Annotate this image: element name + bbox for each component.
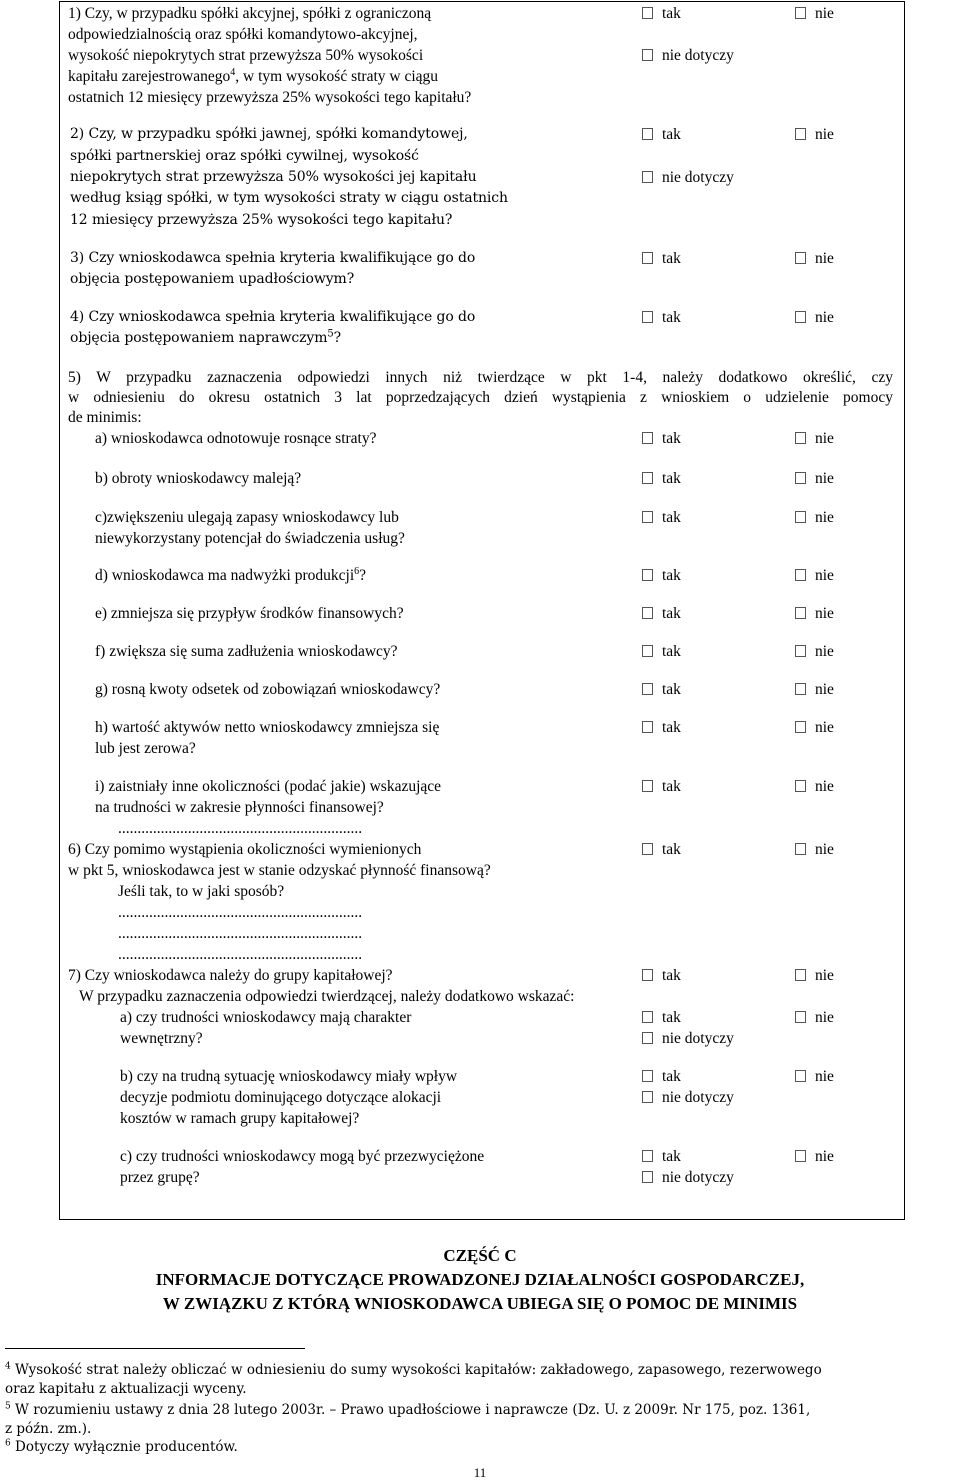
q2-line4: według ksiąg spółki, w tym wysokości straty w ciągu ostatnich bbox=[70, 190, 508, 206]
q5a-tak-checkbox[interactable]: tak bbox=[642, 428, 681, 449]
checkbox-icon bbox=[642, 472, 653, 484]
footnote-ref-4: 4 bbox=[230, 66, 236, 78]
q1-nie-dotyczy-checkbox[interactable]: nie dotyczy bbox=[642, 45, 734, 66]
q6-answer-dots-2[interactable]: ............................................................... bbox=[118, 925, 363, 942]
q2-nie-dotyczy-checkbox[interactable]: nie dotyczy bbox=[642, 167, 734, 188]
checkbox-icon bbox=[795, 969, 806, 981]
part-heading-line2: W ZWIĄZKU Z KTÓRĄ WNIOSKODAWCA UBIEGA SIĘ O POMOC DE MINIMIS bbox=[162, 1294, 798, 1313]
q1-line2: odpowiedzialnością oraz spółki komandytowo-akcyjnej, bbox=[68, 26, 418, 43]
checkbox-icon bbox=[795, 721, 806, 733]
q5c-line2: niewykorzystany potencjał do świadczenia usług? bbox=[95, 530, 405, 547]
q5h-tak-checkbox[interactable]: tak bbox=[642, 717, 681, 738]
checkbox-icon bbox=[642, 1070, 653, 1082]
q5e-nie-checkbox[interactable]: nie bbox=[795, 603, 834, 624]
q5b-text: b) obroty wnioskodawcy maleją? bbox=[95, 470, 302, 487]
q2-line2: spółki partnerskiej oraz spółki cywilnej, wysokość bbox=[70, 148, 419, 164]
footnote-5-cont: z późn. zm.). bbox=[5, 1421, 92, 1437]
checkbox-icon bbox=[642, 7, 653, 19]
q5g-tak-checkbox[interactable]: tak bbox=[642, 679, 681, 700]
q6-answer-dots-3[interactable]: ............................................................... bbox=[118, 946, 363, 963]
q1-line5: ostatnich 12 miesięcy przewyższa 25% wysokości tego kapitału? bbox=[68, 89, 472, 106]
q5c-line1: c)zwiększeniu ulegają zapasy wnioskodawcy lub bbox=[95, 509, 399, 526]
q7b-nie-dotyczy-checkbox[interactable]: nie dotyczy bbox=[642, 1087, 734, 1108]
footnote-4: $^4$ Wysokość strat należy obliczać w odniesieniu do sumy wysokości kapitałów: zakładowego, zapasowego, rezerwowego bbox=[5, 1361, 822, 1378]
checkbox-icon bbox=[795, 311, 806, 323]
checkbox-icon bbox=[795, 7, 806, 19]
q5-line3: de minimis: bbox=[68, 409, 142, 426]
q7a-nie-dotyczy-checkbox[interactable]: nie dotyczy bbox=[642, 1028, 734, 1049]
q7b-line3: kosztów w ramach grupy kapitałowej? bbox=[120, 1110, 360, 1127]
q5b-nie-checkbox[interactable]: nie bbox=[795, 468, 834, 489]
checkbox-icon bbox=[642, 1150, 653, 1162]
q5i-line1: i) zaistniały inne okoliczności (podać jakie) wskazujące bbox=[95, 778, 442, 795]
q5h-line2: lub jest zerowa? bbox=[95, 740, 196, 757]
q5d-text: d) wnioskodawca ma nadwyżki produkcji$^6$? bbox=[95, 565, 367, 584]
q5e-text: e) zmniejsza się przypływ środków finansowych? bbox=[95, 605, 404, 622]
q5f-tak-checkbox[interactable]: tak bbox=[642, 641, 681, 662]
q1-line4: kapitału zarejestrowanego$^4$, w tym wysokość straty w ciągu bbox=[68, 66, 439, 85]
q6-line2: w pkt 5, wnioskodawca jest w stanie odzyskać płynność finansową? bbox=[68, 862, 491, 879]
q5i-line2: na trudności w zakresie płynności finansowej? bbox=[95, 799, 384, 816]
q3-line2: objęcia postępowaniem upadłościowym? bbox=[70, 271, 355, 287]
q4-tak-checkbox[interactable]: tak bbox=[642, 307, 681, 328]
q4-line2: objęcia postępowaniem naprawczym$^5$? bbox=[70, 328, 342, 346]
q7-line1: 7) Czy wnioskodawca należy do grupy kapitałowej? bbox=[68, 967, 393, 984]
q7c-tak-checkbox[interactable]: tak bbox=[642, 1146, 681, 1167]
checkbox-icon bbox=[642, 645, 653, 657]
checkbox-icon bbox=[642, 1032, 653, 1044]
q6-tak-checkbox[interactable]: tak bbox=[642, 839, 681, 860]
q5b-tak-checkbox[interactable]: tak bbox=[642, 468, 681, 489]
footnote-ref-6: 6 bbox=[354, 565, 360, 577]
checkbox-icon bbox=[642, 780, 653, 792]
checkbox-icon bbox=[795, 843, 806, 855]
checkbox-icon bbox=[642, 171, 653, 183]
checkbox-icon bbox=[795, 511, 806, 523]
checkbox-icon bbox=[795, 1070, 806, 1082]
q5i-tak-checkbox[interactable]: tak bbox=[642, 776, 681, 797]
checkbox-icon bbox=[795, 128, 806, 140]
q1-line1: 1) Czy, w przypadku spółki akcyjnej, spółki z ograniczoną bbox=[68, 5, 432, 22]
part-heading-line1: INFORMACJE DOTYCZĄCE PROWADZONEJ DZIAŁALNOŚCI GOSPODARCZEJ, bbox=[155, 1270, 805, 1289]
q4-nie-checkbox[interactable]: nie bbox=[795, 307, 834, 328]
q5f-text: f) zwiększa się suma zadłużenia wnioskodawcy? bbox=[95, 643, 398, 660]
q7c-line2: przez grupę? bbox=[120, 1169, 200, 1186]
q5i-answer-dots[interactable]: ............................................................... bbox=[118, 820, 363, 837]
q1-nie-checkbox[interactable]: nie bbox=[795, 3, 834, 24]
q7a-line1: a) czy trudności wnioskodawcy mają charakter bbox=[120, 1009, 412, 1026]
q5h-line1: h) wartość aktywów netto wnioskodawcy zmniejsza się bbox=[95, 719, 440, 736]
q7-tak-checkbox[interactable]: tak bbox=[642, 965, 681, 986]
q6-line3: Jeśli tak, to w jaki sposób? bbox=[118, 883, 285, 900]
checkbox-icon bbox=[642, 1171, 653, 1183]
checkbox-icon bbox=[642, 683, 653, 695]
q6-answer-dots-1[interactable]: ............................................................... bbox=[118, 904, 363, 921]
q7c-nie-dotyczy-checkbox[interactable]: nie dotyczy bbox=[642, 1167, 734, 1188]
checkbox-icon bbox=[795, 569, 806, 581]
q7b-nie-checkbox[interactable]: nie bbox=[795, 1066, 834, 1087]
q5a-text: a) wnioskodawca odnotowuje rosnące straty? bbox=[95, 430, 377, 447]
q5h-nie-checkbox[interactable]: nie bbox=[795, 717, 834, 738]
q3-nie-checkbox[interactable]: nie bbox=[795, 248, 834, 269]
footnote-separator bbox=[5, 1348, 305, 1349]
checkbox-icon bbox=[642, 511, 653, 523]
checkbox-icon bbox=[642, 128, 653, 140]
q5f-nie-checkbox[interactable]: nie bbox=[795, 641, 834, 662]
checkbox-icon bbox=[795, 683, 806, 695]
q7-line2: W przypadku zaznaczenia odpowiedzi twierdzącej, należy dodatkowo wskazać: bbox=[79, 988, 575, 1005]
q2-nie-checkbox[interactable]: nie bbox=[795, 124, 834, 145]
footnote-4-cont: oraz kapitału z aktualizacji wyceny. bbox=[5, 1381, 247, 1397]
q3-line1: 3) Czy wnioskodawca spełnia kryteria kwalifikujące go do bbox=[70, 250, 476, 266]
q3-tak-checkbox[interactable]: tak bbox=[642, 248, 681, 269]
q6-line1: 6) Czy pomimo wystąpienia okoliczności wymienionych bbox=[68, 841, 422, 858]
checkbox-icon bbox=[795, 1150, 806, 1162]
q5c-tak-checkbox[interactable]: tak bbox=[642, 507, 681, 528]
q5g-text: g) rosną kwoty odsetek od zobowiązań wnioskodawcy? bbox=[95, 681, 441, 698]
checkbox-icon bbox=[642, 569, 653, 581]
checkbox-icon bbox=[795, 1011, 806, 1023]
q7a-nie-checkbox[interactable]: nie bbox=[795, 1007, 834, 1028]
checkbox-icon bbox=[795, 252, 806, 264]
q7c-nie-checkbox[interactable]: nie bbox=[795, 1146, 834, 1167]
part-title: CZĘŚĆ C bbox=[443, 1246, 517, 1265]
checkbox-icon bbox=[642, 721, 653, 733]
checkbox-icon bbox=[795, 780, 806, 792]
checkbox-icon bbox=[642, 607, 653, 619]
page-number: 11 bbox=[473, 1465, 487, 1480]
q2-line1: 2) Czy, w przypadku spółki jawnej, spółki komandytowej, bbox=[70, 126, 468, 142]
checkbox-icon bbox=[642, 49, 653, 61]
q5d-tak-checkbox[interactable]: tak bbox=[642, 565, 681, 586]
q5i-nie-checkbox[interactable]: nie bbox=[795, 776, 834, 797]
checkbox-icon bbox=[795, 607, 806, 619]
footnote-6: $^6$ Dotyczy wyłącznie producentów. bbox=[5, 1438, 238, 1455]
footnote-5: $^5$ W rozumieniu ustawy z dnia 28 lutego 2003r. – Prawo upadłościowe i naprawcze (Dz. U. z 2009r. Nr 175, poz. 1361, bbox=[5, 1401, 811, 1418]
q5e-tak-checkbox[interactable]: tak bbox=[642, 603, 681, 624]
q5-line1: 5) W przypadku zaznaczenia odpowiedzi innych niż twierdzące w pkt 1-4, należy dodatkowo określić, czy bbox=[68, 369, 893, 386]
q2-line3: niepokrytych strat przewyższa 50% wysokości jej kapitału bbox=[70, 169, 477, 185]
checkbox-icon bbox=[642, 432, 653, 444]
checkbox-icon bbox=[642, 843, 653, 855]
q7c-line1: c) czy trudności wnioskodawcy mogą być przezwyciężone bbox=[120, 1148, 485, 1165]
q7b-line1: b) czy na trudną sytuację wnioskodawcy miały wpływ bbox=[120, 1068, 458, 1085]
checkbox-icon bbox=[642, 311, 653, 323]
checkbox-icon bbox=[642, 252, 653, 264]
q5a-nie-checkbox[interactable]: nie bbox=[795, 428, 834, 449]
q2-line5: 12 miesięcy przewyższa 25% wysokości tego kapitału? bbox=[70, 212, 453, 228]
q4-line1: 4) Czy wnioskodawca spełnia kryteria kwalifikujące go do bbox=[70, 309, 476, 325]
q5g-nie-checkbox[interactable]: nie bbox=[795, 679, 834, 700]
checkbox-icon bbox=[642, 969, 653, 981]
q5c-nie-checkbox[interactable]: nie bbox=[795, 507, 834, 528]
q7a-line2: wewnętrzny? bbox=[120, 1030, 203, 1047]
checkbox-icon bbox=[795, 432, 806, 444]
q7a-tak-checkbox[interactable]: tak bbox=[642, 1007, 681, 1028]
checkbox-icon bbox=[795, 472, 806, 484]
q6-nie-checkbox[interactable]: nie bbox=[795, 839, 834, 860]
q1-tak-checkbox[interactable]: tak bbox=[642, 3, 681, 24]
checkbox-icon bbox=[642, 1011, 653, 1023]
q7b-tak-checkbox[interactable]: tak bbox=[642, 1066, 681, 1087]
checkbox-icon bbox=[795, 645, 806, 657]
q1-line3: wysokość niepokrytych strat przewyższa 50% wysokości bbox=[68, 47, 424, 64]
checkbox-icon bbox=[642, 1091, 653, 1103]
q5d-nie-checkbox[interactable]: nie bbox=[795, 565, 834, 586]
q2-tak-checkbox[interactable]: tak bbox=[642, 124, 681, 145]
q7b-line2: decyzje podmiotu dominującego dotyczące alokacji bbox=[120, 1089, 442, 1106]
footnote-ref-5: 5 bbox=[327, 328, 334, 340]
q7-nie-checkbox[interactable]: nie bbox=[795, 965, 834, 986]
q5-line2: w odniesieniu do okresu ostatnich 3 lat poprzedzających dzień wystąpienia z wnioskiem o udzielenie pomocy bbox=[68, 389, 893, 406]
